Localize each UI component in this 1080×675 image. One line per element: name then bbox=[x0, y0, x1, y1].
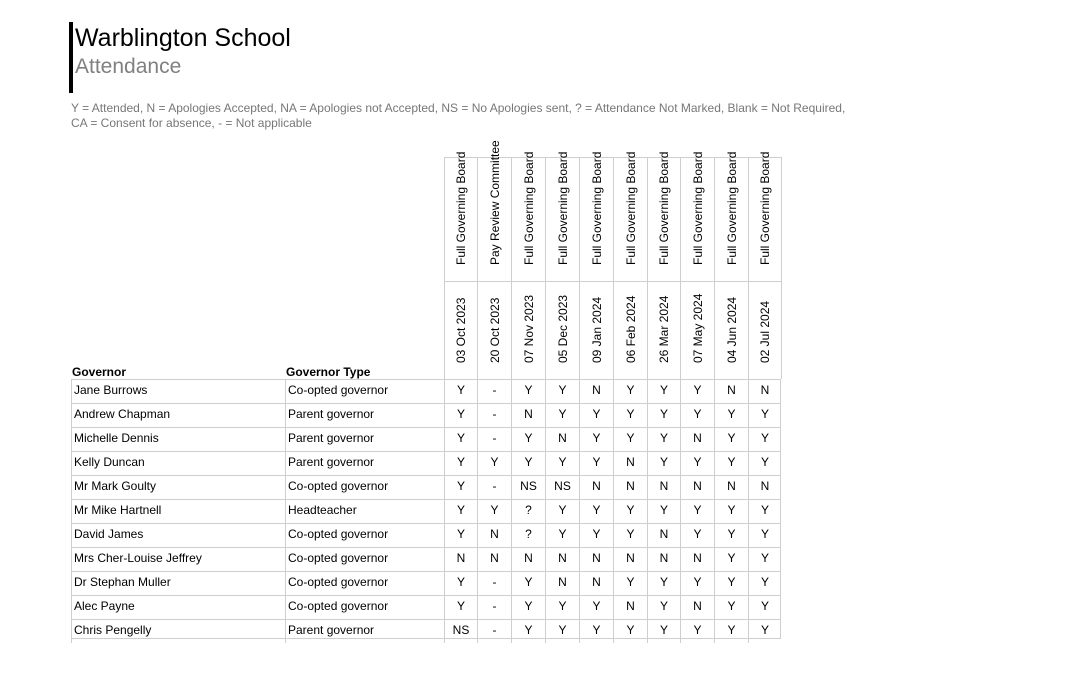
attendance-cell: Y bbox=[714, 595, 748, 619]
meeting-date-header bbox=[444, 281, 478, 379]
meeting-date-header bbox=[613, 281, 648, 379]
governor-name-cell: Mr Mike Hartnell bbox=[71, 499, 285, 523]
attendance-cell: Y bbox=[511, 427, 545, 451]
meeting-date-label: 09 Jan 2024 bbox=[589, 296, 604, 363]
attendance-cell: Y bbox=[545, 451, 579, 475]
attendance-cell: - bbox=[477, 475, 511, 499]
attendance-cell: Y bbox=[545, 523, 579, 547]
governor-name-cell: Kelly Duncan bbox=[71, 451, 285, 475]
attendance-cell: Y bbox=[748, 499, 781, 523]
attendance-cell: Y bbox=[545, 619, 579, 643]
attendance-cell: N bbox=[714, 475, 748, 499]
attendance-cell: Y bbox=[714, 451, 748, 475]
attendance-cell: Y bbox=[613, 523, 647, 547]
attendance-cell: NS bbox=[545, 475, 579, 499]
legend-line-2: CA = Consent for absence, - = Not applicable bbox=[71, 115, 312, 130]
attendance-cell: Y bbox=[613, 619, 647, 643]
attendance-cell: N bbox=[613, 451, 647, 475]
attendance-cell: Y bbox=[714, 499, 748, 523]
attendance-cell: Y bbox=[680, 571, 714, 595]
table-row bbox=[71, 523, 781, 547]
attendance-cell: Y bbox=[714, 403, 748, 427]
attendance-cell: Y bbox=[714, 547, 748, 571]
meeting-name-header bbox=[748, 151, 782, 281]
attendance-cell: Y bbox=[748, 571, 781, 595]
attendance-cell: Y bbox=[579, 403, 613, 427]
attendance-cell: Y bbox=[714, 619, 748, 643]
attendance-cell: Y bbox=[748, 451, 781, 475]
meeting-date-header bbox=[545, 281, 580, 379]
meeting-name-label: Full Governing Board bbox=[623, 151, 638, 265]
governor-name-cell: Michelle Dennis bbox=[71, 427, 285, 451]
attendance-cell: NS bbox=[511, 475, 545, 499]
meeting-date-header bbox=[680, 281, 715, 379]
attendance-cell: Y bbox=[680, 451, 714, 475]
attendance-cell: Y bbox=[647, 499, 680, 523]
meeting-date-header bbox=[477, 281, 512, 379]
attendance-cell: N bbox=[444, 547, 477, 571]
table-row bbox=[71, 379, 781, 403]
attendance-cell: Y bbox=[545, 499, 579, 523]
attendance-cell: Y bbox=[444, 499, 477, 523]
governor-name-cell: Jane Burrows bbox=[71, 379, 285, 403]
attendance-cell: N bbox=[477, 523, 511, 547]
meeting-name-label: Full Governing Board bbox=[724, 151, 739, 265]
governor-name-cell: Mrs Cher-Louise Jeffrey bbox=[71, 547, 285, 571]
attendance-cell: ? bbox=[511, 499, 545, 523]
attendance-cell: Y bbox=[680, 379, 714, 403]
governor-type-cell: Co-opted governor bbox=[285, 379, 444, 403]
attendance-cell: Y bbox=[714, 427, 748, 451]
attendance-cell: N bbox=[511, 403, 545, 427]
governor-type-cell: Co-opted governor bbox=[285, 571, 444, 595]
table-row bbox=[71, 475, 781, 499]
table-row bbox=[71, 619, 781, 643]
attendance-cell: Y bbox=[444, 379, 477, 403]
attendance-cell: Y bbox=[647, 379, 680, 403]
meeting-name-header bbox=[714, 151, 749, 281]
table-row bbox=[71, 595, 781, 619]
attendance-cell: N bbox=[613, 595, 647, 619]
meeting-name-label: Full Governing Board bbox=[589, 151, 604, 265]
attendance-cell: Y bbox=[444, 595, 477, 619]
attendance-cell: N bbox=[748, 379, 781, 403]
table-row bbox=[71, 403, 781, 427]
attendance-cell: Y bbox=[579, 427, 613, 451]
legend-line-1: Y = Attended, N = Apologies Accepted, NA = Apologies not Accepted, NS = No Apologies sent, ? = Attendance Not Marked, Blank = Not Required, bbox=[71, 101, 846, 115]
attendance-cell: N bbox=[545, 427, 579, 451]
attendance-cell: Y bbox=[511, 451, 545, 475]
attendance-cell: Y bbox=[714, 523, 748, 547]
attendance-cell: Y bbox=[613, 379, 647, 403]
attendance-cell: Y bbox=[647, 451, 680, 475]
meeting-name-label: Full Governing Board bbox=[521, 151, 536, 265]
table-row bbox=[71, 427, 781, 451]
attendance-cell: N bbox=[613, 475, 647, 499]
table-right-border bbox=[780, 379, 781, 639]
table-row bbox=[71, 547, 781, 571]
attendance-cell: N bbox=[680, 595, 714, 619]
table-bottom-border bbox=[71, 638, 781, 639]
attendance-cell: Y bbox=[579, 451, 613, 475]
attendance-cell: N bbox=[477, 547, 511, 571]
attendance-cell: Y bbox=[545, 403, 579, 427]
governor-name-cell: Chris Pengelly bbox=[71, 619, 285, 643]
meeting-name-header bbox=[680, 151, 715, 281]
table-row bbox=[71, 571, 781, 595]
page-subtitle: Attendance bbox=[75, 55, 182, 78]
attendance-cell: N bbox=[680, 547, 714, 571]
attendance-cell: Y bbox=[444, 571, 477, 595]
governor-type-cell: Headteacher bbox=[285, 499, 444, 523]
attendance-cell: Y bbox=[748, 523, 781, 547]
attendance-cell: Y bbox=[511, 571, 545, 595]
attendance-cell: Y bbox=[579, 619, 613, 643]
attendance-cell: N bbox=[545, 571, 579, 595]
attendance-cell: Y bbox=[613, 427, 647, 451]
meeting-date-label: 07 May 2024 bbox=[690, 293, 705, 363]
meeting-name-header bbox=[545, 151, 580, 281]
attendance-cell: Y bbox=[748, 403, 781, 427]
meeting-name-label: Full Governing Board bbox=[690, 151, 705, 265]
governor-name-cell: David James bbox=[71, 523, 285, 547]
meeting-name-header bbox=[511, 151, 546, 281]
governor-type-cell: Parent governor bbox=[285, 427, 444, 451]
governor-name-cell: Andrew Chapman bbox=[71, 403, 285, 427]
attendance-cell: N bbox=[613, 547, 647, 571]
attendance-cell: N bbox=[545, 547, 579, 571]
attendance-cell: N bbox=[680, 475, 714, 499]
meeting-date-label: 07 Nov 2023 bbox=[521, 294, 536, 363]
meeting-name-label: Full Governing Board bbox=[555, 151, 570, 265]
attendance-cell: Y bbox=[545, 595, 579, 619]
table-row bbox=[71, 451, 781, 475]
attendance-cell: N bbox=[579, 571, 613, 595]
attendance-cell: N bbox=[680, 427, 714, 451]
governor-type-cell: Co-opted governor bbox=[285, 595, 444, 619]
attendance-cell: - bbox=[477, 619, 511, 643]
attendance-cell: Y bbox=[511, 619, 545, 643]
attendance-cell: - bbox=[477, 403, 511, 427]
attendance-cell: Y bbox=[444, 523, 477, 547]
attendance-cell: - bbox=[477, 571, 511, 595]
attendance-cell: Y bbox=[680, 403, 714, 427]
meeting-date-header bbox=[714, 281, 749, 379]
attendance-cell: Y bbox=[714, 571, 748, 595]
meeting-date-label: 20 Oct 2023 bbox=[487, 297, 502, 363]
attendance-cell: N bbox=[714, 379, 748, 403]
attendance-cell: Y bbox=[748, 427, 781, 451]
attendance-cell: Y bbox=[444, 475, 477, 499]
attendance-cell: N bbox=[579, 475, 613, 499]
attendance-cell: Y bbox=[647, 427, 680, 451]
meeting-name-header bbox=[613, 151, 648, 281]
attendance-cell: Y bbox=[444, 403, 477, 427]
attendance-cell: Y bbox=[579, 595, 613, 619]
attendance-cell: Y bbox=[647, 595, 680, 619]
meeting-name-label: Full Governing Board bbox=[454, 151, 468, 265]
attendance-cell: Y bbox=[647, 403, 680, 427]
attendance-cell: N bbox=[647, 547, 680, 571]
meeting-name-label: Pay Review Committee bbox=[487, 140, 502, 265]
governor-name-cell: Dr Stephan Muller bbox=[71, 571, 285, 595]
attendance-cell: Y bbox=[579, 499, 613, 523]
attendance-cell: Y bbox=[680, 619, 714, 643]
attendance-cell: Y bbox=[647, 571, 680, 595]
attendance-cell: Y bbox=[680, 523, 714, 547]
governor-type-cell: Co-opted governor bbox=[285, 475, 444, 499]
governor-name-cell: Mr Mark Goulty bbox=[71, 475, 285, 499]
attendance-cell: N bbox=[579, 547, 613, 571]
attendance-cell: Y bbox=[545, 379, 579, 403]
governor-type-cell: Co-opted governor bbox=[285, 547, 444, 571]
meeting-date-label: 05 Dec 2023 bbox=[555, 294, 570, 363]
meeting-date-label: 03 Oct 2023 bbox=[454, 297, 468, 363]
meeting-date-header bbox=[748, 281, 782, 379]
attendance-cell: Y bbox=[613, 403, 647, 427]
attendance-cell: Y bbox=[613, 571, 647, 595]
meeting-date-header bbox=[579, 281, 614, 379]
governor-type-cell: Parent governor bbox=[285, 403, 444, 427]
attendance-cell: Y bbox=[579, 523, 613, 547]
governor-type-cell: Parent governor bbox=[285, 451, 444, 475]
governor-name-cell: Alec Payne bbox=[71, 595, 285, 619]
attendance-cell: Y bbox=[511, 595, 545, 619]
attendance-cell: Y bbox=[477, 451, 511, 475]
attendance-cell: N bbox=[748, 475, 781, 499]
governor-type-cell: Co-opted governor bbox=[285, 523, 444, 547]
page-title: Warblington School bbox=[75, 24, 291, 52]
attendance-cell: Y bbox=[748, 619, 781, 643]
meeting-name-header bbox=[647, 151, 681, 281]
attendance-cell: - bbox=[477, 595, 511, 619]
attendance-cell: Y bbox=[511, 379, 545, 403]
meeting-name-header bbox=[477, 140, 512, 281]
attendance-cell: Y bbox=[748, 547, 781, 571]
governor-type-cell: Parent governor bbox=[285, 619, 444, 643]
governor-type-column-header: Governor Type bbox=[286, 365, 371, 379]
attendance-cell: Y bbox=[647, 619, 680, 643]
attendance-cell: - bbox=[477, 379, 511, 403]
meeting-date-label: 04 Jun 2024 bbox=[724, 296, 739, 363]
meeting-date-label: 26 Mar 2024 bbox=[657, 295, 671, 363]
meeting-date-header bbox=[511, 281, 546, 379]
attendance-cell: N bbox=[647, 475, 680, 499]
meeting-name-label: Full Governing Board bbox=[758, 151, 772, 265]
meeting-name-header bbox=[444, 151, 478, 281]
governor-column-header: Governor bbox=[72, 365, 127, 379]
attendance-cell: Y bbox=[444, 427, 477, 451]
attendance-legend bbox=[71, 101, 845, 130]
attendance-cell: Y bbox=[613, 499, 647, 523]
meeting-date-header bbox=[647, 281, 681, 379]
attendance-cell: Y bbox=[748, 595, 781, 619]
attendance-cell: ? bbox=[511, 523, 545, 547]
meeting-name-label: Full Governing Board bbox=[657, 151, 671, 265]
attendance-cell: NS bbox=[444, 619, 477, 643]
meeting-name-header bbox=[579, 151, 614, 281]
attendance-cell: Y bbox=[477, 499, 511, 523]
attendance-cell: - bbox=[477, 427, 511, 451]
title-accent-bar bbox=[69, 22, 73, 93]
attendance-cell: Y bbox=[680, 499, 714, 523]
attendance-cell: N bbox=[511, 547, 545, 571]
meeting-date-label: 06 Feb 2024 bbox=[623, 295, 638, 363]
table-row bbox=[71, 499, 781, 523]
attendance-cell: N bbox=[647, 523, 680, 547]
attendance-cell: Y bbox=[444, 451, 477, 475]
attendance-cell: N bbox=[579, 379, 613, 403]
meeting-date-label: 02 Jul 2024 bbox=[758, 300, 772, 363]
